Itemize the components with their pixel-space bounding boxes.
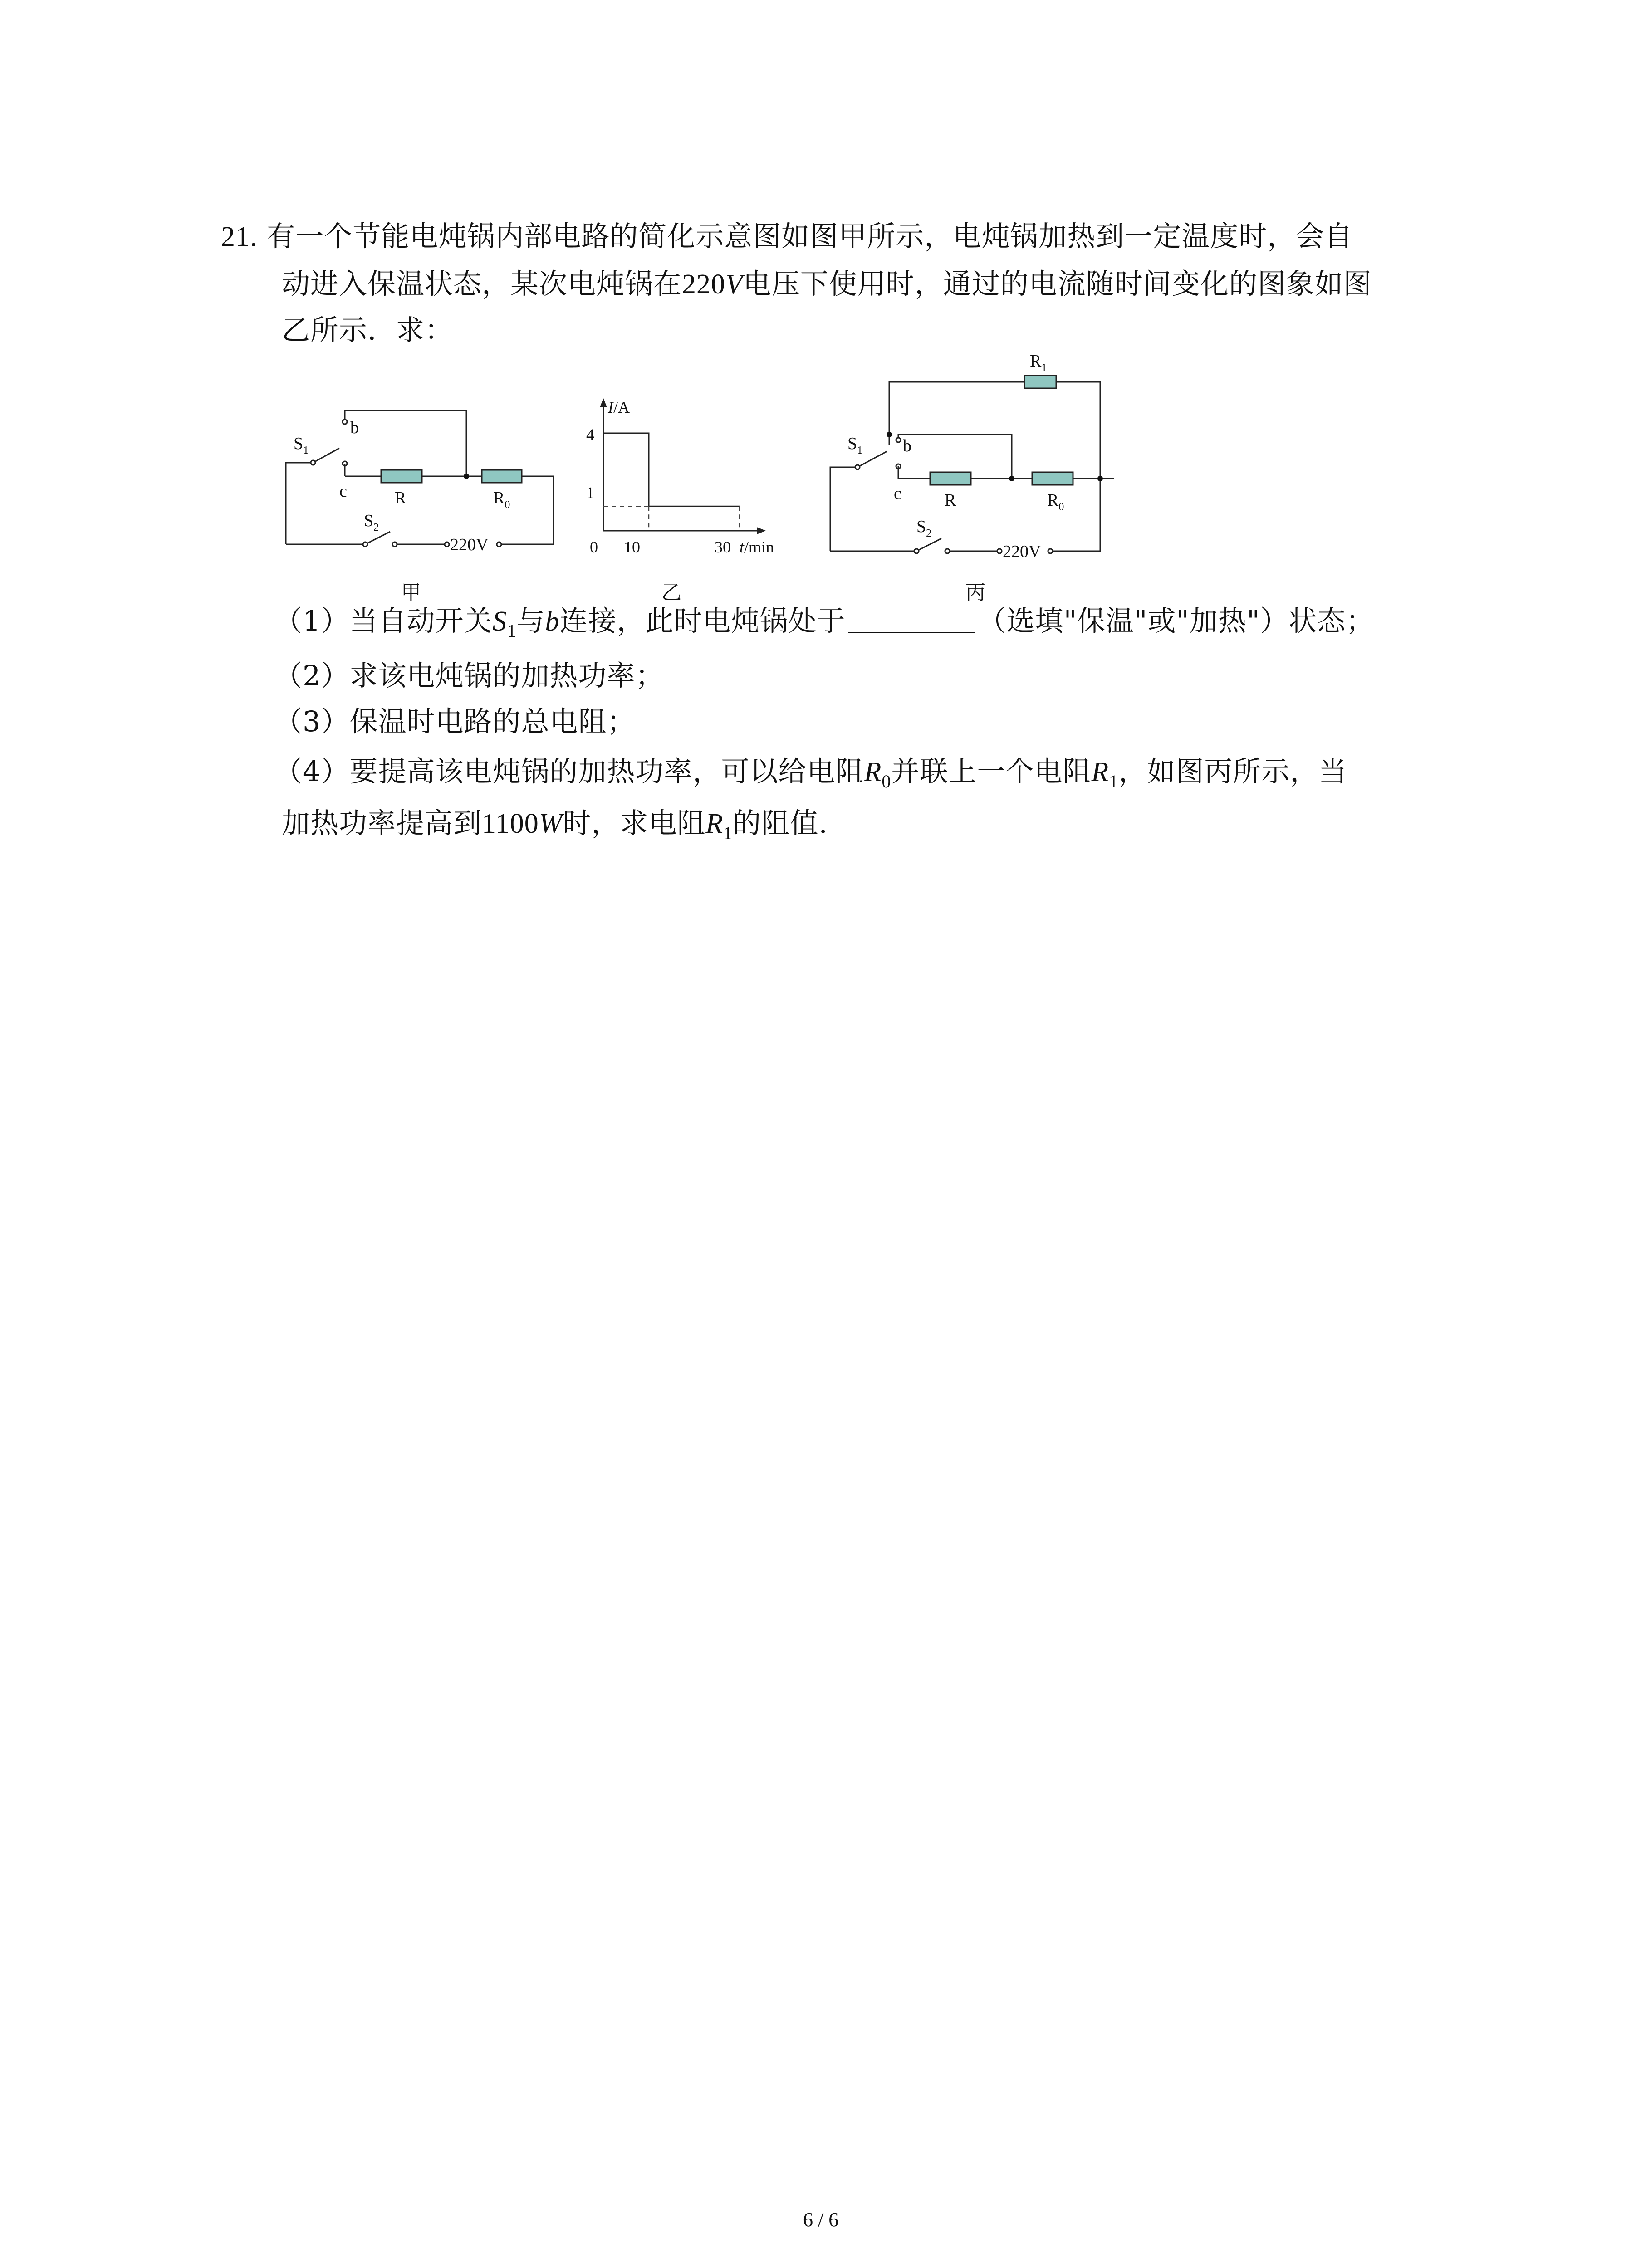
- resistor-R0: [1032, 472, 1073, 485]
- xlabel: t/min: [740, 538, 774, 556]
- resistor-R: [930, 472, 971, 485]
- xtick-30: 30: [715, 538, 731, 556]
- label-R1: $R_1$: [1030, 352, 1047, 374]
- sub-question-4: （4）要提高该电炖锅的加热功率，可以给电阻$R_0$并联上一个电阻$R_1$，如图丙所示，当: [274, 755, 1347, 792]
- label-c: c: [894, 484, 901, 503]
- label-S1: $S_1$: [294, 434, 309, 456]
- label-b: b: [350, 418, 359, 437]
- figure-jia-circuit: [272, 408, 581, 562]
- current-line: [603, 433, 740, 506]
- ylabel: I/A: [608, 398, 630, 416]
- figure-bing-caption: 丙: [965, 581, 985, 604]
- resistor-R1: [1024, 376, 1056, 388]
- ytick-4: 4: [586, 425, 594, 444]
- sub-question-3: （3）保温时电路的总电阻；: [274, 705, 636, 738]
- resistor-R0: [482, 470, 522, 483]
- label-S1: $S_1$: [847, 434, 863, 456]
- origin-label: 0: [590, 538, 598, 556]
- figure-jia-caption: 甲: [401, 581, 421, 604]
- label-voltage: 220V: [450, 535, 489, 554]
- xtick-10: 10: [624, 538, 640, 556]
- sub-question-1: （1）当自动开关$S_1$与b连接，此时电炖锅处于 （选填"保温"或"加热"）状态；: [274, 604, 1375, 641]
- resistor-R: [381, 470, 422, 483]
- question-line-1: [221, 222, 1353, 251]
- label-c: c: [339, 482, 347, 501]
- page-number: 6 / 6: [803, 2209, 839, 2231]
- label-S2: $S_2$: [916, 517, 932, 539]
- figure-yi-graph: [581, 390, 789, 572]
- sub-question-2: （2）求该电炖锅的加热功率；: [274, 659, 664, 692]
- question-line-2: 动进入保温状态，某次电炖锅在220V电压下使用时，通过的电流随时间变化的图象如图: [282, 267, 1372, 300]
- label-b: b: [903, 436, 911, 455]
- figure-yi-caption: 乙: [661, 581, 681, 604]
- label-S2: $S_2$: [364, 511, 379, 533]
- answer-blank[interactable]: [848, 608, 975, 633]
- voltage-value: 220: [682, 269, 726, 300]
- question-stem-line1: 有一个节能电炖锅内部电路的简化示意图如图甲所示，电炖锅加热到一定温度时，会自: [267, 220, 1353, 253]
- figure-bing-circuit: [826, 345, 1152, 562]
- ytick-1: 1: [586, 484, 594, 502]
- label-R: R: [395, 489, 407, 508]
- question-number: 21.: [221, 221, 258, 252]
- label-R0: $R_0$: [493, 489, 510, 511]
- question-line-3: 乙所示．求：: [282, 313, 454, 347]
- label-R: R: [945, 491, 956, 510]
- label-voltage: 220V: [1003, 542, 1041, 561]
- label-R0: $R_0$: [1047, 491, 1064, 513]
- sub-question-4-line2: 加热功率提高到1100W时，求电阻$R_1$的阻值.: [282, 807, 828, 843]
